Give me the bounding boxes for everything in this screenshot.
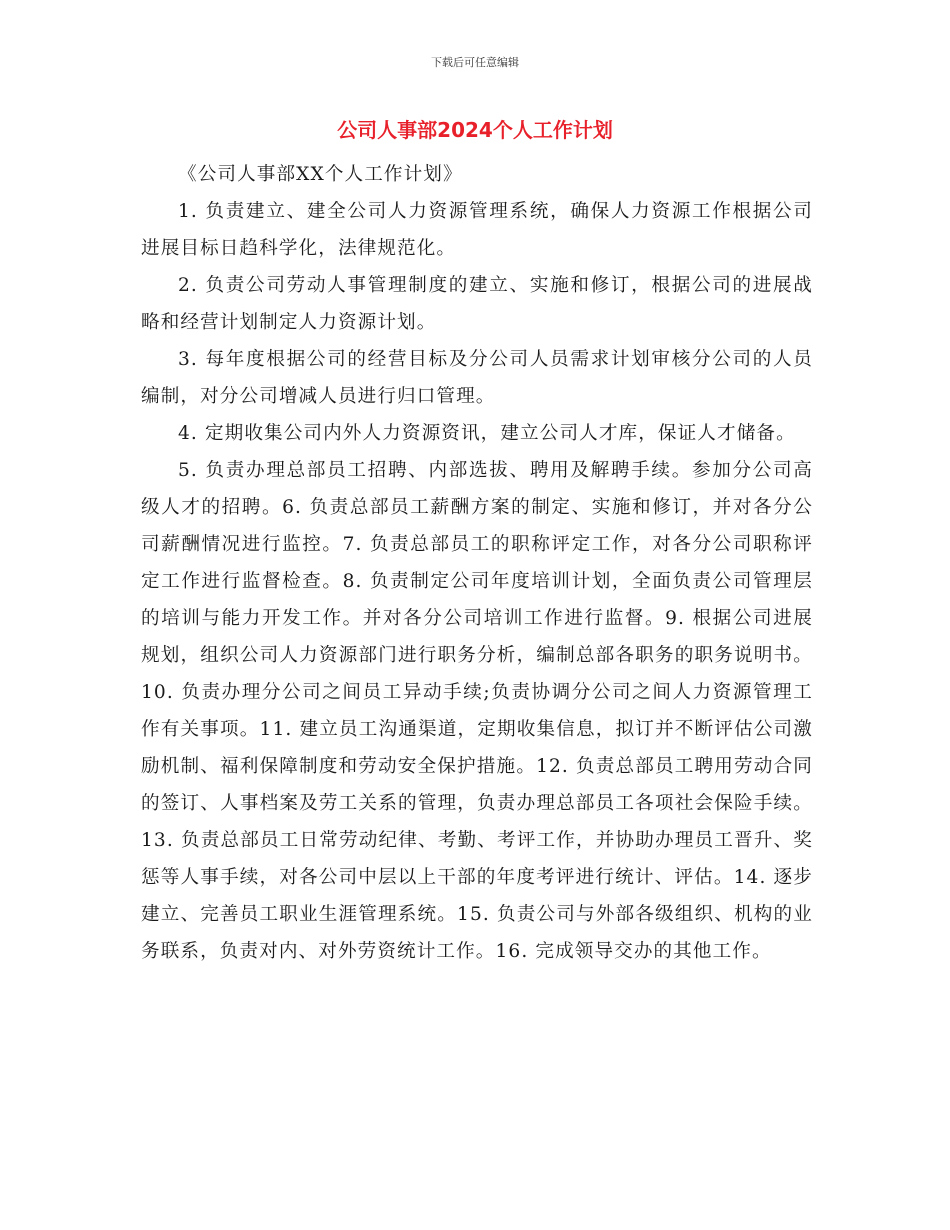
document-body [141,156,813,970]
document-title: 公司人事部2024个人工作计划 [337,118,613,142]
paragraph-heading: 《公司人事部XX个人工作计划》 [178,164,463,185]
paragraph: 3. 每年度根据公司的经营目标及分公司人员需求计划审核分公司的人员编制，对分公司增减人员进行归口管理。 [141,349,813,407]
header-note: 下载后可任意编辑 [431,56,519,69]
paragraph: 5. 负责办理总部员工招聘、内部选拔、聘用及解聘手续。参加分公司高级人才的招聘。6. 负责总部员工薪酬方案的制定、实施和修订，并对各分公司薪酬情况进行监控。7. 负责总部员工的职称评定工作，对各分公司职称评定工作进行监督检查。8. 负责制定公司年度培训计划，全面负责公司管理层的培训与能力开发工作。并对各分公司培训工作进行监督。9. 根据公司进展规划，组织公司人力资源部门进行职务分析，编制总部各职务的职务说明书。10. 负责办理分公司之间员工异动手续;负责协调分公司之间人力资源管理工作有关事项。11. 建立员工沟通渠道，定期收集信息，拟订并不断评估公司激励机制、福利保障制度和劳动安全保护措施。12. 负责总部员工聘用劳动合同的签订、人事档案及劳工关系的管理，负责办理总部员工各项社会保险手续。13. 负责总部员工日常劳动纪律、考勤、考评工作，并协助办理员工晋升、奖惩等人事手续，对各公司中层以上干部的年度考评进行统计、评估。14. 逐步建立、完善员工职业生涯管理系统。15. 负责公司与外部各级组织、机构的业务联系，负责对内、对外劳资统计工作。16. 完成领导交办的其他工作。 [141,460,813,962]
paragraph: 1. 负责建立、建全公司人力资源管理系统，确保人力资源工作根据公司进展目标日趋科学化，法律规范化。 [141,201,813,259]
paragraph: 4. 定期收集公司内外人力资源资讯，建立公司人才库，保证人才储备。 [178,423,796,444]
paragraph: 2. 负责公司劳动人事管理制度的建立、实施和修订，根据公司的进展战略和经营计划制定人力资源计划。 [141,275,813,333]
